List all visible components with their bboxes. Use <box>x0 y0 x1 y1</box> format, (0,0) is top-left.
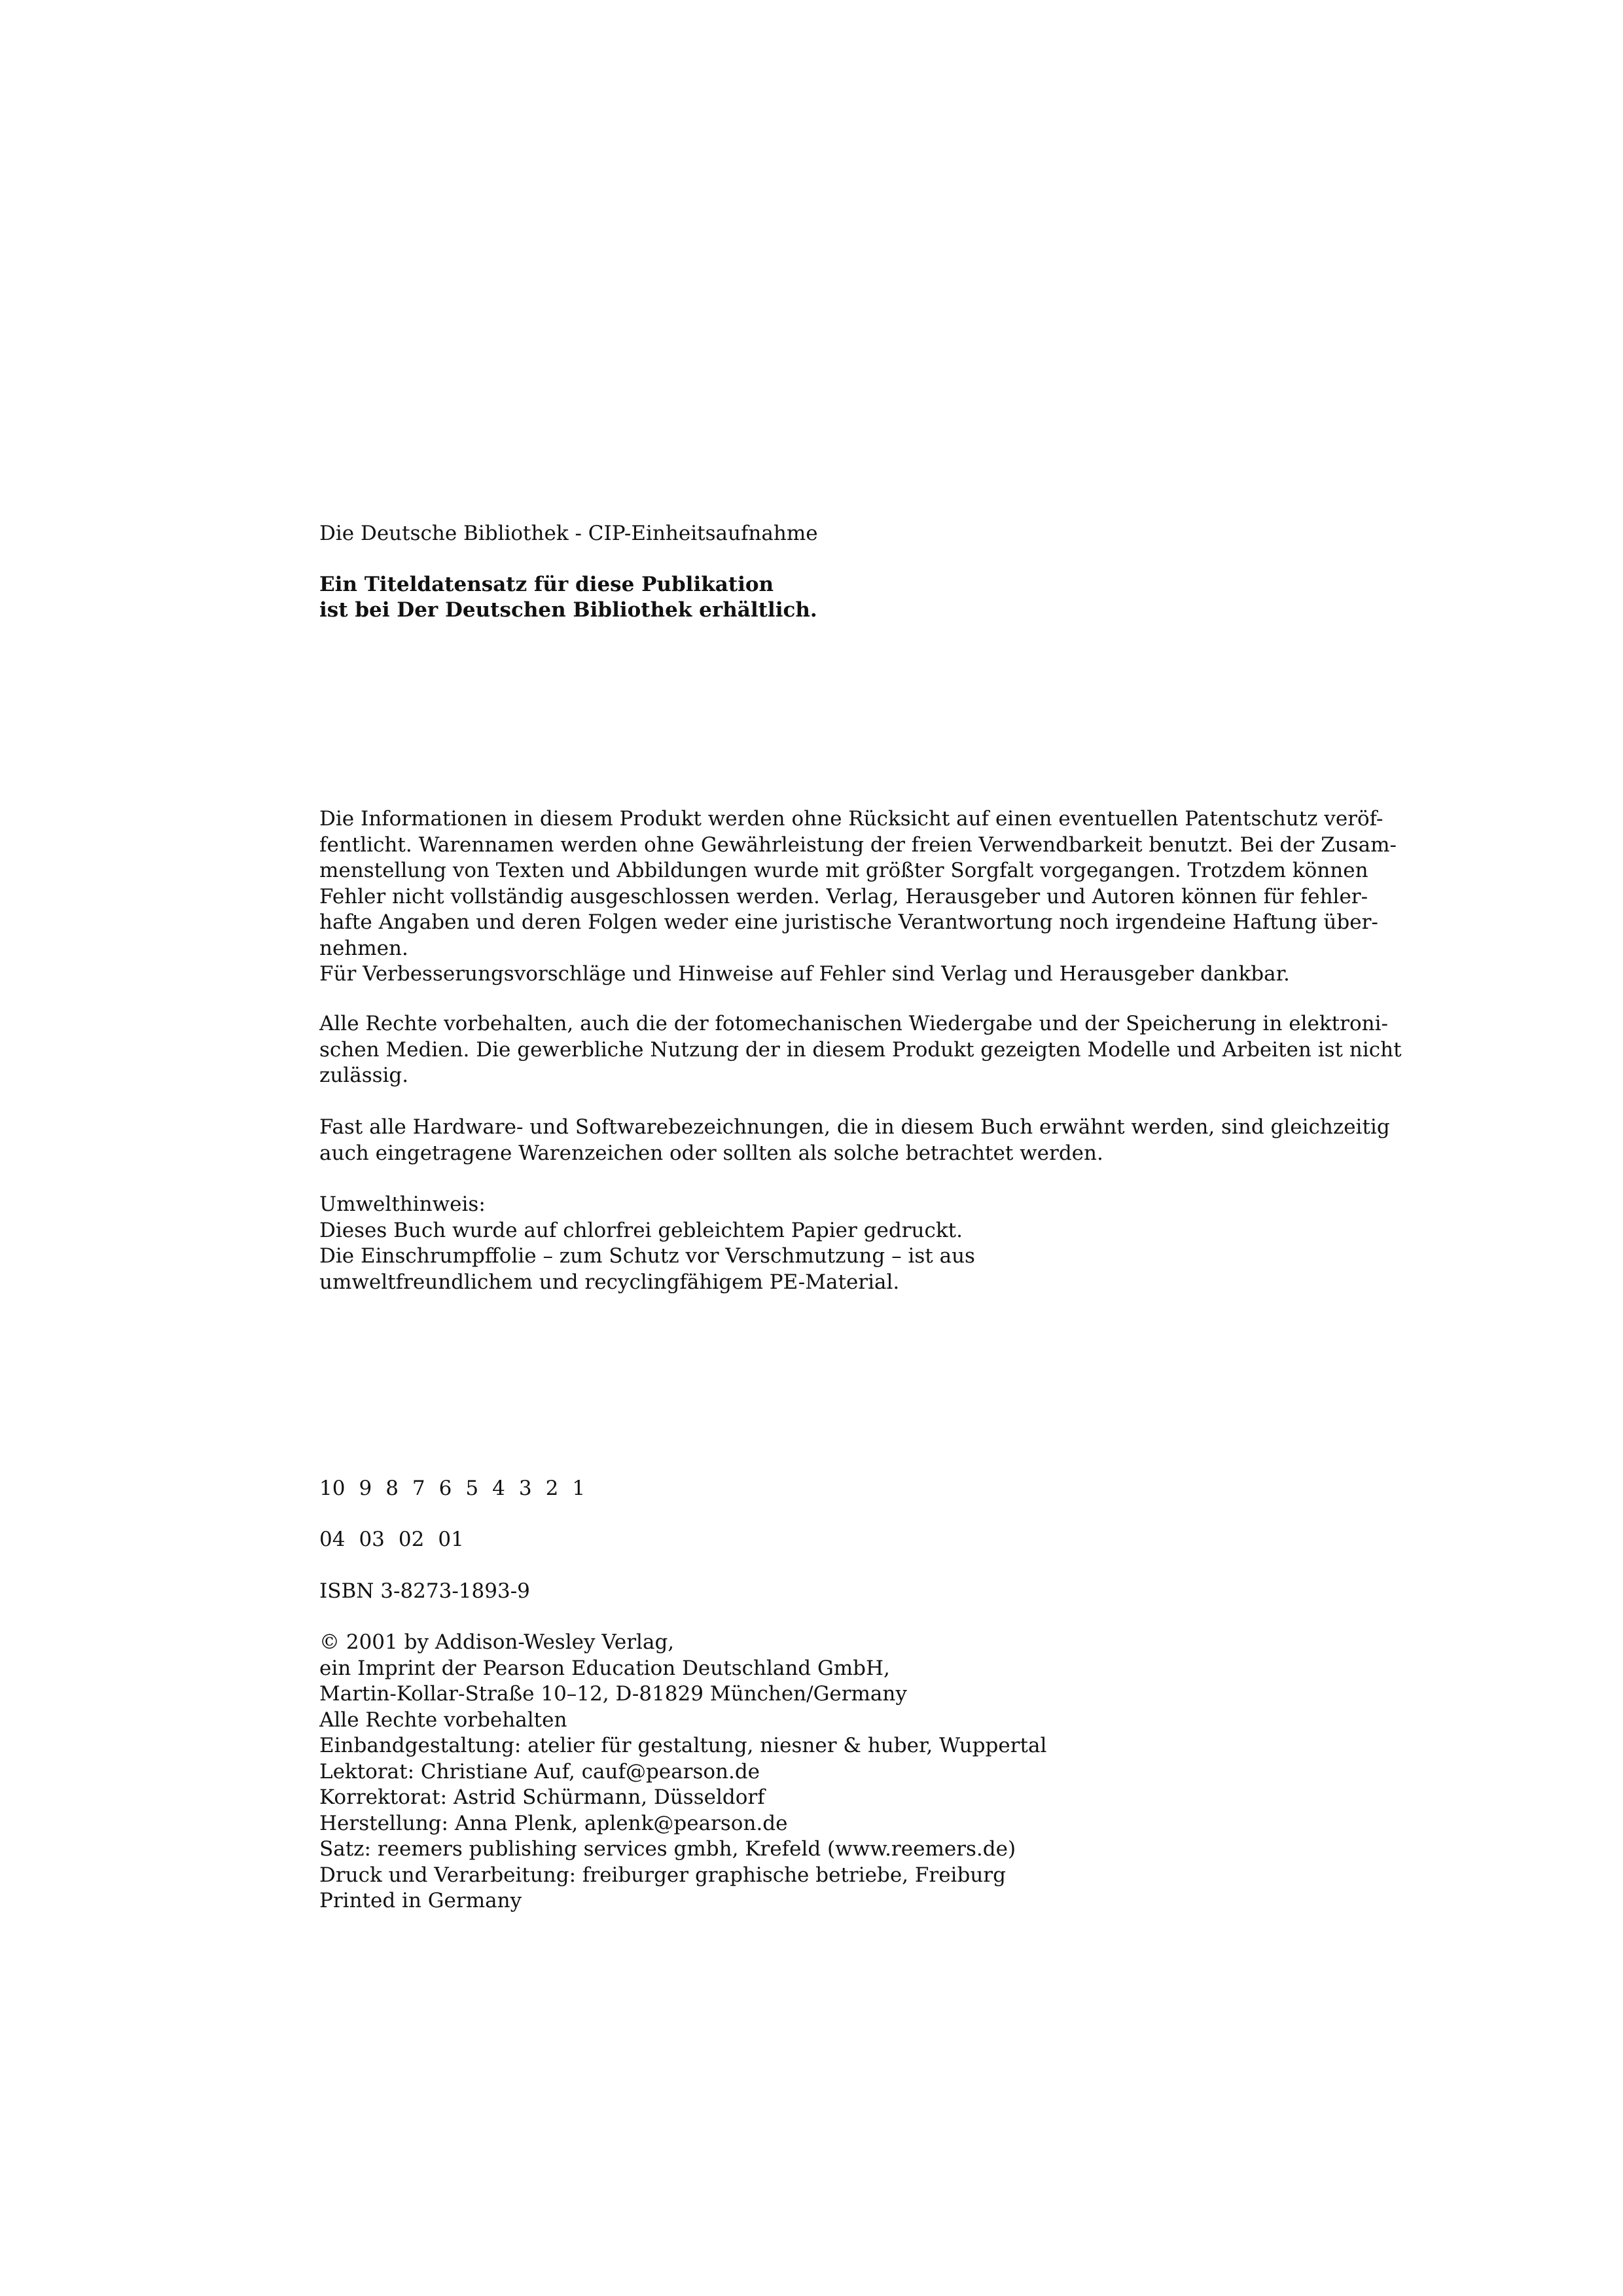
print-run-number: 4 <box>492 1477 505 1500</box>
print-run-number: 8 <box>385 1477 399 1500</box>
environment-line: Die Einschrumpffolie – zum Schutz vor Verschmutzung – ist aus <box>319 1244 975 1268</box>
print-run-number: 9 <box>359 1477 372 1500</box>
imprint-line: Printed in Germany <box>319 1889 522 1912</box>
disclaimer-line: nehmen. <box>319 936 408 960</box>
print-run-numbers <box>319 1476 1321 1501</box>
print-year: 02 <box>398 1528 425 1551</box>
cip-notice-line-1: Ein Titeldatensatz für diese Publikation <box>319 573 774 596</box>
cip-notice-line-2: ist bei Der Deutschen Bibliothek erhältlich. <box>319 598 817 622</box>
trademarks-line: Fast alle Hardware- und Softwarebezeichnungen, die in diesem Buch erwähnt werden, sind gleichzeitig <box>319 1115 1390 1139</box>
disclaimer-line: menstellung von Texten und Abbildungen wurde mit größter Sorgfalt vorgegangen. Trotzdem können <box>319 859 1368 882</box>
disclaimer-line: Für Verbesserungsvorschläge und Hinweise auf Fehler sind Verlag und Herausgeber dankbar. <box>319 962 1290 986</box>
print-run-number: 5 <box>465 1477 479 1500</box>
disclaimer-line: Die Informationen in diesem Produkt werden ohne Rücksicht auf einen eventuellen Patentschutz veröf- <box>319 807 1383 831</box>
trademarks-paragraph <box>319 1115 1390 1166</box>
imprint-line: ein Imprint der Pearson Education Deutschland GmbH, <box>319 1656 890 1680</box>
print-year: 04 <box>319 1528 346 1551</box>
print-year: 03 <box>359 1528 385 1551</box>
print-run-number: 10 <box>319 1477 346 1500</box>
environment-line: umweltfreundlichem und recyclingfähigem PE-Material. <box>319 1270 900 1294</box>
environment-line: Umwelthinweis: <box>319 1193 486 1216</box>
rights-paragraph <box>319 1011 1402 1089</box>
disclaimer-line: fentlicht. Warennamen werden ohne Gewährleistung der freien Verwendbarkeit benutzt. Bei der Zusam- <box>319 833 1397 857</box>
rights-line: schen Medien. Die gewerbliche Nutzung der in diesem Produkt gezeigten Modelle und Arbeiten ist nicht <box>319 1037 1402 1062</box>
imprint-line: Herstellung: Anna Plenk, aplenk@pearson.de <box>319 1811 788 1835</box>
rights-line: Alle Rechte vorbehalten, auch die der fotomechanischen Wiedergabe und der Speicherung in elektroni- <box>319 1012 1388 1035</box>
imprint-line: Lektorat: Christiane Auf, cauf@pearson.de <box>319 1759 760 1784</box>
disclaimer-line: hafte Angaben und deren Folgen weder eine juristische Verantwortung noch irgendeine Haftung über- <box>319 910 1378 934</box>
environment-notice <box>319 1192 1321 1295</box>
environment-line: Dieses Buch wurde auf chlorfrei gebleichtem Papier gedruckt. <box>319 1218 963 1242</box>
print-year: 01 <box>438 1528 464 1551</box>
disclaimer-line: Fehler nicht vollständig ausgeschlossen werden. Verlag, Herausgeber und Autoren können für fehler- <box>319 884 1368 908</box>
imprint-line: Satz: reemers publishing services gmbh, Krefeld (www.reemers.de) <box>319 1837 1016 1861</box>
isbn: ISBN 3-8273-1893-9 <box>319 1579 530 1603</box>
disclaimer-paragraph <box>319 806 1397 988</box>
imprint-line: Alle Rechte vorbehalten <box>319 1708 567 1732</box>
print-run-number: 6 <box>438 1477 452 1500</box>
trademarks-line: auch eingetragene Warenzeichen oder sollten als solche betrachtet werden. <box>319 1141 1103 1165</box>
print-years <box>319 1527 1321 1552</box>
imprint-line: Druck und Verarbeitung: freiburger graphische betriebe, Freiburg <box>319 1863 1006 1887</box>
print-run-number: 2 <box>545 1477 559 1500</box>
imprint-line: Einbandgestaltung: atelier für gestaltung, niesner & huber, Wuppertal <box>319 1734 1047 1757</box>
rights-line: zulässig. <box>319 1064 409 1087</box>
imprint-line: Martin-Kollar-Straße 10–12, D-81829 München/Germany <box>319 1682 907 1706</box>
imprint-line: © 2001 by Addison-Wesley Verlag, <box>319 1630 675 1654</box>
cip-heading: Die Deutsche Bibliothek - CIP-Einheitsaufnahme <box>319 522 818 545</box>
print-run-number: 3 <box>518 1477 532 1500</box>
imprint-line: Korrektorat: Astrid Schürmann, Düsseldorf <box>319 1785 765 1809</box>
print-run-number: 1 <box>572 1477 586 1500</box>
imprint-block <box>319 1630 1321 1914</box>
print-run-number: 7 <box>412 1477 425 1500</box>
